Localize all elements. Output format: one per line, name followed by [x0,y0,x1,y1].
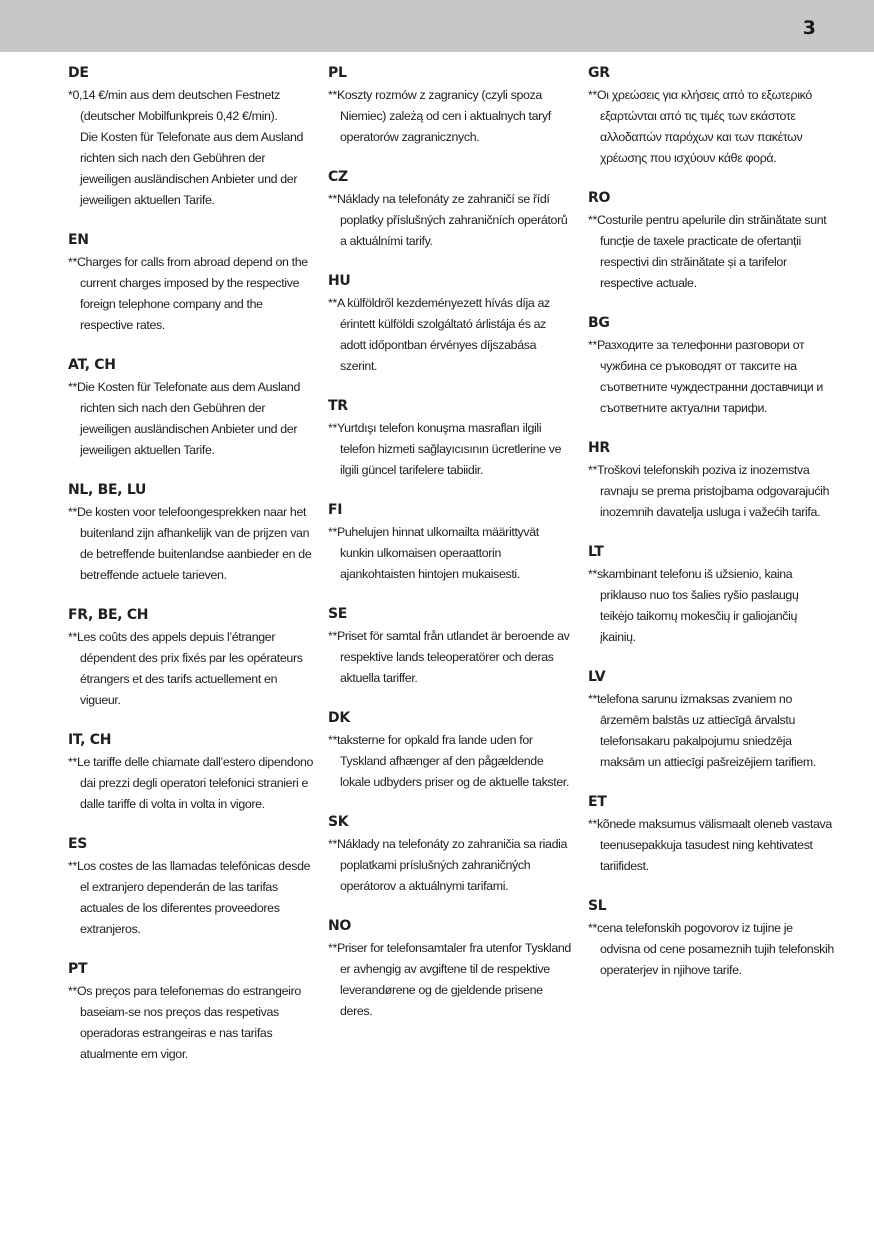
language-code-heading: AT, CH [68,357,116,373]
language-code-heading: HU [328,273,351,289]
language-section [68,64,314,211]
language-code-heading: SL [588,898,607,914]
language-code-heading: NO [328,918,352,934]
call-charges-note: **Puhelujen hinnat ulkomailta määrittyvät kunkin ulkomaisen operaattorin ajankohtaisten hintojen mukaisesti. [328,525,539,581]
language-code-heading: ES [68,836,88,852]
language-code-heading: PL [328,65,347,81]
language-section [68,481,314,586]
language-section [328,813,574,897]
call-charges-note: **Le tariffe delle chiamate dall’estero dipendono dai prezzi degli operatori telefonici stranieri e dalle tariffe di volta in volta in vigore. [68,755,314,811]
call-charges-note: **Yurtdışı telefon konuşma masrafları ilgili telefon hizmeti sağlayıcısının ücretlerine ve ilgili güncel tarifelere tabiidir. [328,421,562,477]
page-number: 3 [802,17,816,39]
language-section [588,543,834,648]
language-section [588,439,834,523]
language-code-heading: HR [588,440,610,456]
language-code-heading: PT [68,961,88,977]
call-charges-note: **taksterne for opkald fra lande uden for Tyskland afhænger af den pågældende lokale udbyders priser og de aktuelle takster. [328,733,570,789]
language-code-heading: GR [588,65,610,81]
language-code-heading: EN [68,232,89,248]
call-charges-note: **Les coûts des appels depuis l’étranger dépendent des prix fixés par les opérateurs étrangers et des tarifs actuellement en vigueur. [68,630,303,707]
language-code-heading: TR [328,398,348,414]
language-section [328,917,574,1022]
language-code-heading: ET [588,794,607,810]
call-charges-note: **Koszty rozmów z zagranicy (czyli spoza Niemiec) zależą od cen i aktualnych taryf operatorów zagranicznych. [328,88,551,144]
language-section [588,668,834,773]
column-1 [68,64,314,1085]
language-section [68,606,314,711]
column-2 [328,64,574,1042]
call-charges-note: **cena telefonskih pogovorov iz tujine je odvisna od cene posameznih tujih telefonskih operaterjev in njihove tarife. [588,921,834,977]
language-code-heading: CZ [328,169,348,185]
language-code-heading: SK [328,814,349,830]
call-charges-note: **A külföldről kezdeményezett hívás díja az érintett külföldi szolgáltató árlistája és az adott időpontban érvényes díjszabása szerint. [328,296,550,373]
call-charges-note: **Los costes de las llamadas telefónicas desde el extranjero dependerán de las tarifas actuales de los diferentes proveedores extranjeros. [68,859,311,936]
call-charges-note: *0,14 €/min aus dem deutschen Festnetz (deutscher Mobilfunkpreis 0,42 €/min). Die Kosten für Telefonate aus dem Ausland richten sich nach den Gebühren der jeweiligen ausländischen Anbieter und der jeweiligen aktuellen Tarife. [68,88,304,207]
call-charges-note: **Разходите за телефонни разговори от чужбина се ръководят от таксите на съответните чуждестранни доставчици и съответните актуални тарифи. [588,338,823,415]
call-charges-note: **kõnede maksumus välismaalt oleneb vastava teenusepakkuja tasudest ning kehtivatest tariifidest. [588,817,832,873]
language-code-heading: FR, BE, CH [68,607,149,623]
language-section [328,501,574,585]
language-code-heading: IT, CH [68,732,112,748]
language-code-heading: LT [588,544,604,560]
call-charges-note: **Οι χρεώσεις για κλήσεις από το εξωτερικό εξαρτώνται από τις τιμές των εκάστοτε αλλοδαπών παρόχων και των πακέτων χρέωσης που ισχύουν κάθε φορά. [588,88,812,165]
language-code-heading: BG [588,315,610,331]
language-section [328,272,574,377]
language-section [588,189,834,294]
call-charges-note: **Náklady na telefonáty zo zahraničia sa riadia poplatkami príslušných zahraničných operátorov a aktuálnymi tarifami. [328,837,568,893]
call-charges-note: **De kosten voor telefoongesprekken naar het buitenland zijn afhankelijk van de prijzen van de betreffende buitenlandse aanbieder en de betreffende actuele tarieven. [68,505,312,582]
language-section [68,356,314,461]
language-section [588,314,834,419]
call-charges-note: **Náklady na telefonáty ze zahraničí se řídí poplatky příslušných zahraničních operátorů a aktuálními tarify. [328,192,568,248]
call-charges-note: **Priser for telefonsamtaler fra utenfor Tyskland er avhengig av avgiftene til de respektive leverandørene og de gjeldende prisene deres. [328,941,571,1018]
call-charges-note: **telefona sarunu izmaksas zvaniem no ārzemēm balstās uz attiecīgā ārvalstu telefonsakaru pakalpojumu sniedzēja maksām un attiecīgi pašreizējiem tarifiem. [588,692,816,769]
language-section [588,793,834,877]
language-section [328,709,574,793]
language-section [588,897,834,981]
language-section [68,231,314,336]
language-section [68,960,314,1065]
call-charges-note: **Charges for calls from abroad depend on the current charges imposed by the respective foreign telephone company and the respective rates. [68,255,308,332]
call-charges-note: **skambinant telefonu iš užsienio, kaina priklauso nuo tos šalies ryšio paslaugų teikėjo taikomų mokesčių ir galiojančių įkainių. [588,567,799,644]
page-header-bar [0,0,874,52]
call-charges-note: **Priset för samtal från utlandet är beroende av respektive lands teleoperatörer och deras aktuella tariffer. [328,629,570,685]
language-code-heading: SE [328,606,348,622]
language-section [328,64,574,148]
language-section [328,397,574,481]
call-charges-note: **Costurile pentru apelurile din străinătate sunt funcție de taxele practicate de ofertanții respectivi din străinătate și a tarifelor respective actuale. [588,213,827,290]
call-charges-note: **Die Kosten für Telefonate aus dem Ausland richten sich nach den Gebühren der jeweiligen ausländischen Anbieter und der jeweiligen aktuellen Tarife. [68,380,301,457]
language-code-heading: LV [588,669,606,685]
language-code-heading: FI [328,502,343,518]
call-charges-note: **Os preços para telefonemas do estrangeiro baseiam-se nos preços das respetivas operadoras estrangeiras e nas tarifas atualmente em vigor. [68,984,301,1061]
call-charges-note: **Troškovi telefonskih poziva iz inozemstva ravnaju se prema pristojbama odgovarajućih inozemnih davatelja usluga i važećih tarifa. [588,463,830,519]
language-code-heading: DE [68,65,89,81]
language-section [68,731,314,815]
language-section [328,605,574,689]
language-code-heading: RO [588,190,611,206]
language-section [68,835,314,940]
language-section [328,168,574,252]
language-code-heading: NL, BE, LU [68,482,147,498]
language-code-heading: DK [328,710,350,726]
language-section [588,64,834,169]
column-3 [588,64,834,1001]
